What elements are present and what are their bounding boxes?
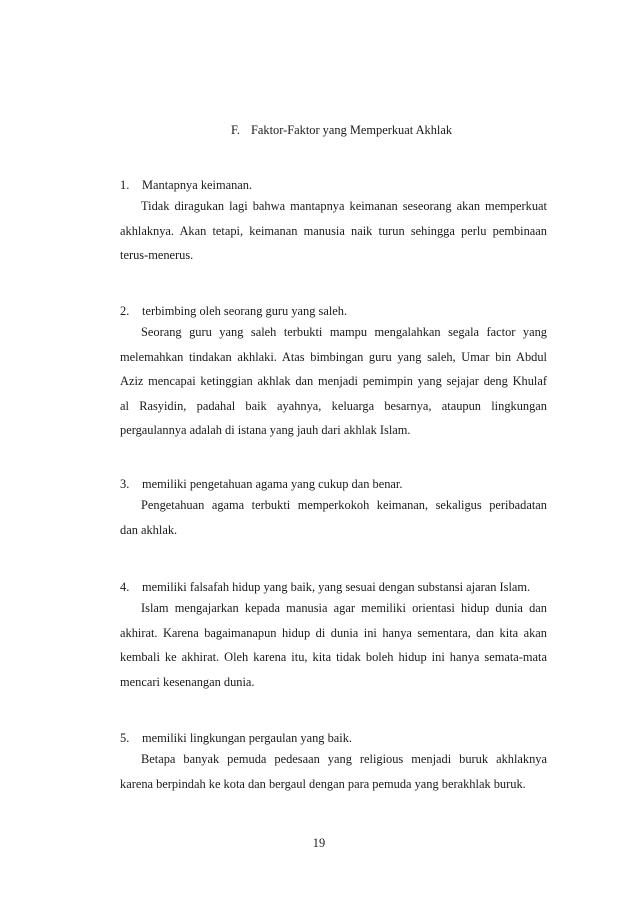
paragraph-line: melemahkan tindakan akhlaki. Atas bimbingan guru yang saleh, Umar bin Abdul [120, 349, 547, 364]
item-title [120, 474, 547, 495]
page-number: 19 [312, 836, 326, 850]
paragraph-line: akhirat. Karena bagaimanapun hidup di dunia ini hanya sementara, dan kita akan [120, 625, 547, 640]
section-heading [231, 123, 452, 138]
paragraph-line: mencari kesenangan dunia. [120, 674, 255, 689]
item-title [120, 175, 547, 196]
paragraph-line: dan akhlak. [120, 522, 178, 537]
item-title-text: memiliki falsafah hidup yang baik, yang sesuai dengan substansi ajaran Islam. [142, 580, 531, 594]
item-title-text: Mantapnya keimanan. [142, 178, 253, 192]
item-title [120, 301, 547, 322]
heading-text: Faktor-Faktor yang Memperkuat Akhlak [251, 123, 453, 137]
item-number: 4. [120, 580, 130, 594]
heading-letter: F. [231, 123, 240, 137]
paragraph-line: al Rasyidin, padahal baik ayahnya, keluarga besarnya, ataupun lingkungan [120, 398, 547, 413]
item-title [120, 728, 547, 749]
item-number: 1. [120, 178, 130, 192]
paragraph-line: pergaulannya adalah di istana yang jauh dari akhlak Islam. [120, 423, 411, 437]
paragraph-line: karena berpindah ke kota dan bergaul dengan para pemuda yang berakhlak buruk. [120, 776, 526, 791]
paragraph-line: Betapa banyak pemuda pedesaan yang religious menjadi buruk akhlaknya [141, 752, 547, 766]
item-title [120, 577, 547, 598]
list-item-3 [120, 474, 547, 544]
paragraph-line: Tidak diragukan lagi bahwa mantapnya keimanan seseorang akan memperkuat [141, 199, 547, 213]
paragraph-line: Islam mengajarkan kepada manusia agar memiliki orientasi hidup dunia dan [141, 601, 547, 615]
list-item-4 [120, 577, 547, 696]
paragraph-line: terus-menerus. [120, 248, 194, 262]
paragraph-line: akhlaknya. Akan tetapi, keimanan manusia naik turun sehingga perlu pembinaan [120, 223, 547, 238]
list-item-5 [120, 728, 547, 798]
paragraph-line: Aziz mencapai ketinggian akhlak dan menjadi pemimpin yang sejajar deng Khulaf [120, 374, 547, 388]
list-item-1 [120, 175, 547, 270]
paragraph-line: Seorang guru yang saleh terbukti mampu mengalahkan segala factor yang [141, 325, 547, 339]
item-number: 5. [120, 731, 130, 745]
list-item-2 [120, 301, 547, 445]
item-number: 3. [120, 477, 130, 491]
item-title-text: terbimbing oleh seorang guru yang saleh. [142, 304, 348, 318]
item-number: 2. [120, 304, 130, 318]
item-title-text: memiliki lingkungan pergaulan yang baik. [142, 731, 353, 745]
paragraph-line: kembali ke akhirat. Oleh karena itu, kita tidak boleh hidup ini hanya semata-mata [120, 650, 547, 664]
paragraph-line: Pengetahuan agama terbukti memperkokoh keimanan, sekaligus peribadatan [141, 498, 547, 512]
item-title-text: memiliki pengetahuan agama yang cukup dan benar. [142, 477, 403, 491]
